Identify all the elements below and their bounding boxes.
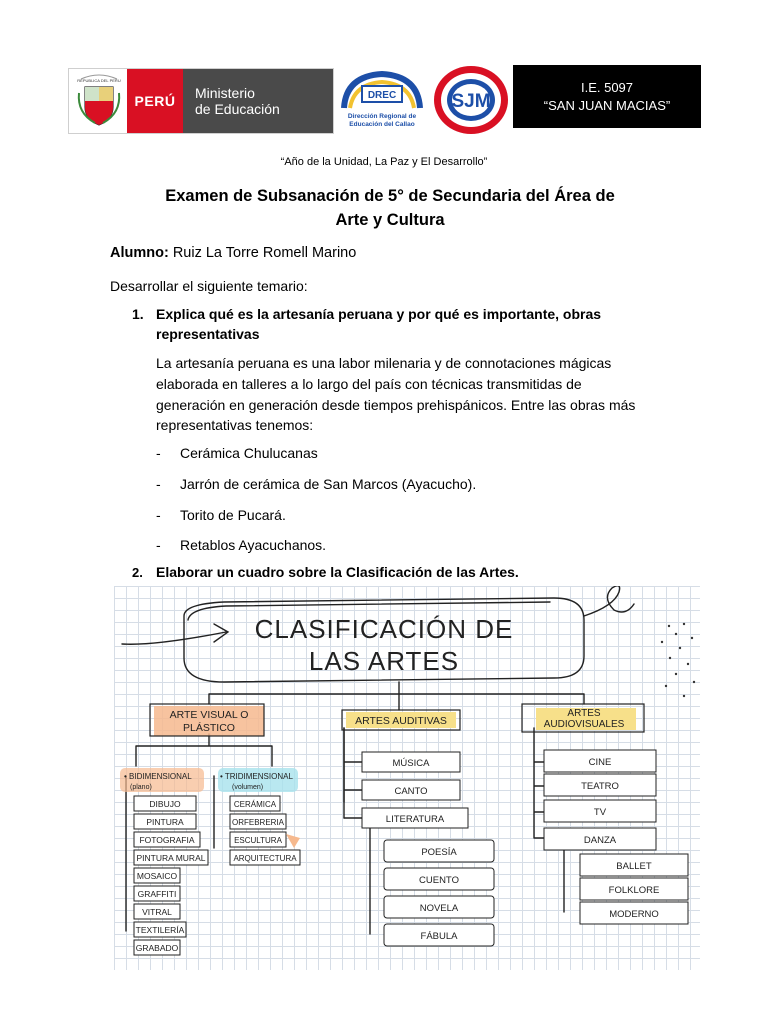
q1-answer-line3: generación en generación desde tiempos prehispánicos. Entre las obras más [156,397,636,413]
audiovisuales-label-line2: AUDIOVISUALES [543,719,625,730]
q1-answer-line1: La artesanía peruana es una labor milenaria y de connotaciones mágicas [156,355,612,371]
item-mosaico: MOSAICO [136,871,178,881]
school-id-box [513,65,701,128]
art-classification-chart [114,586,700,970]
audiovisuales-label-line1: ARTES [567,708,601,719]
q2-title: Elaborar un cuadro sobre la Clasificación de las Artes. [156,564,519,580]
drec-line1: Dirección Regional de [347,113,417,120]
item-pintura: PINTURA [146,817,184,827]
category-visual [150,704,264,736]
q1-title-line2: representativas [156,326,260,342]
list-bullet: - [156,445,161,461]
item-fotografia: FOTOGRAFIA [139,835,195,845]
item-graffiti: GRAFFITI [137,889,177,899]
decor-arrow [122,624,228,644]
list-bullet: - [156,507,161,523]
item-orfebreria: ORFEBRERIA [231,818,285,827]
list-item: Retablos Ayacuchanos. [180,537,327,553]
list-bullet: - [156,537,161,553]
item-canto: CANTO [394,786,428,797]
year-motto: “Año de la Unidad, La Paz y El Desarrollo” [280,156,488,168]
item-ballet: BALLET [616,861,652,872]
drec-line2: Educación del Callao [349,121,415,128]
item-cuento: CUENTO [419,875,459,886]
ministry-line2: de Educación [195,101,280,117]
drec-label: DREC [367,90,397,101]
subcategory-tridimensional [218,768,298,792]
tridimensional-highlight [286,834,300,848]
list-item: Torito de Pucará. [180,507,286,523]
item-moderno: MODERNO [609,909,659,920]
student-line [110,243,356,264]
tridimensional-sub: (volumen) [232,784,264,791]
visual-label-line2: PLÁSTICO [183,722,235,734]
item-dibujo: DIBUJO [149,799,181,809]
visual-label-line1: ARTE VISUAL O [169,709,249,721]
student-name: Ruiz La Torre Romell Marino [172,245,357,261]
category-audiovisuales [522,704,644,732]
subcategory-bidimensional [120,768,204,792]
exam-title-line1: Examen de Subsanación de 5° de Secundaria del Área de [165,187,615,205]
chart-drawing [114,586,700,970]
chart-title-line1: CLASIFICACIÓN DE [254,614,514,644]
auditivas-label: ARTES AUDITIVAS [355,715,447,727]
q1-answer-line2: elaborada en talleres a lo largo del país con técnicas transmitidas de [156,376,582,392]
peru-shield-icon [75,73,123,129]
school-crest-icon [432,64,510,136]
item-folklore: FOLKLORE [608,885,660,896]
exam-title-line2: Arte y Cultura [335,211,445,229]
bidimensional-label: • BIDIMENSIONAL [124,772,192,781]
ministry-name [183,69,333,133]
item-tv: TV [593,807,607,818]
country-label: PERÚ [127,69,183,133]
item-teatro: TEATRO [581,781,619,792]
seal-text: REPUBLICA DEL PERU [77,78,121,83]
q1-number: 1. [132,306,144,322]
q1-answer-line4: representativas tenemos: [156,417,314,433]
item-pintura-mural: PINTURA MURAL [136,853,206,863]
student-label: Alumno: [110,245,169,261]
item-ceramica: CERÁMICA [233,800,277,809]
item-danza: DANZA [583,835,617,846]
bidimensional-sub: (plano) [130,784,152,791]
item-textileria: TEXTILERÍA [135,925,185,935]
item-vitral: VITRAL [142,907,172,917]
school-code: I.E. 5097 [580,79,634,95]
q2-number: 2. [132,565,143,580]
category-auditivas [342,710,460,730]
item-escultura: ESCULTURA [234,836,282,845]
crest-initials: SJM [451,91,491,112]
chart-title-line2: LAS ARTES [308,646,460,676]
item-grabado: GRABADO [135,943,179,953]
list-bullet: - [156,476,161,492]
item-musica: MÚSICA [392,758,430,769]
list-item: Cerámica Chulucanas [180,445,318,461]
item-arquitectura: ARQUITECTURA [233,854,297,863]
decor-dots [661,623,695,697]
tridimensional-label: • TRIDIMENSIONAL [220,772,293,781]
drec-logo [336,68,428,132]
intro-text: Desarrollar el siguiente temario: [110,278,308,294]
decor-loop [584,586,634,616]
item-novela: NOVELA [419,903,459,914]
school-name: “SAN JUAN MACIAS” [543,97,671,113]
list-item: Jarrón de cerámica de San Marcos (Ayacucho). [180,476,477,492]
item-cine: CINE [588,757,612,768]
q1-title-line1: Explica qué es la artesanía peruana y por qué es importante, obras [156,306,602,322]
item-fabula: FÁBULA [420,931,458,942]
item-literatura: LITERATURA [385,814,445,825]
item-poesia: POESÍA [421,847,457,858]
ministry-logo [68,68,334,134]
ministry-line1: Ministerio [195,85,255,101]
